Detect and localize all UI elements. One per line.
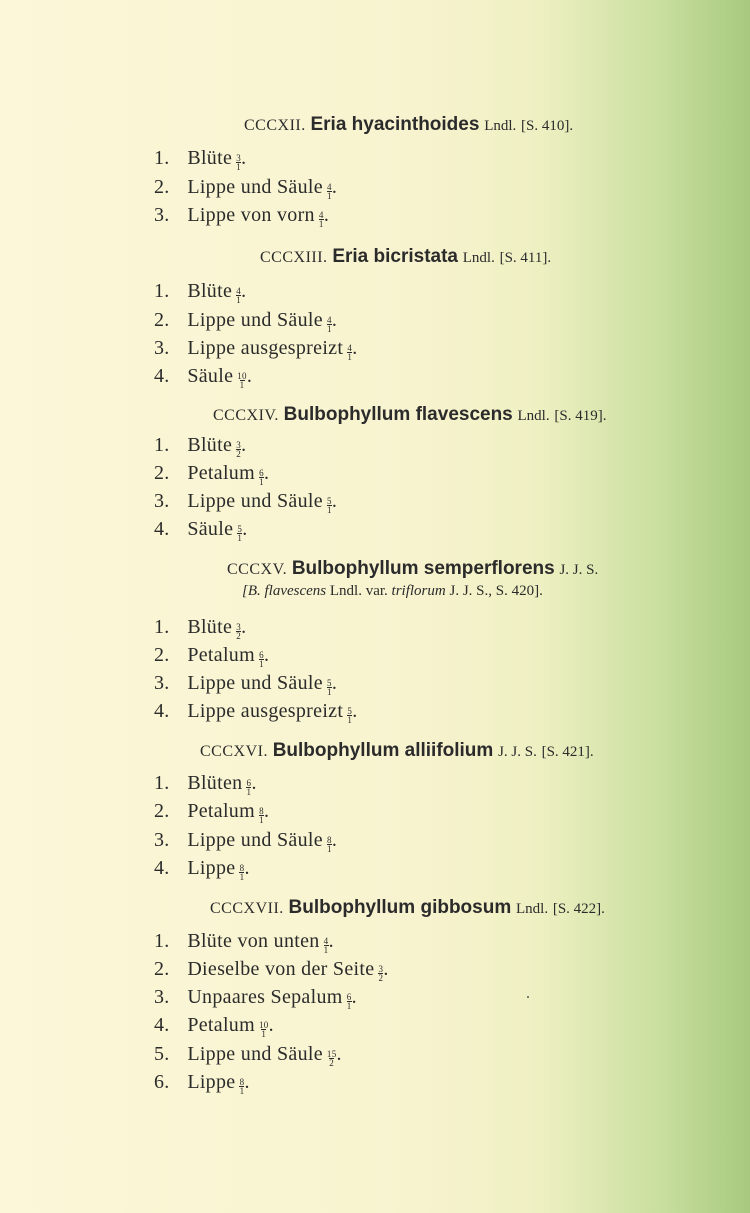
plate-heading (210, 897, 605, 920)
scale-fraction (236, 287, 241, 304)
plate-heading (260, 246, 551, 269)
item-number: 1. (154, 616, 170, 638)
scale-fraction (327, 316, 332, 333)
scale-fraction (327, 836, 332, 853)
scale-denominator: 2 (236, 630, 242, 641)
species-author: J. J. S. (559, 562, 599, 578)
scale-fraction (237, 372, 247, 389)
item-text: Lippe und Säule (187, 309, 323, 331)
scale-denominator: 1 (261, 1028, 267, 1039)
species-author: Lndl. (515, 901, 549, 917)
scale-fraction (259, 651, 264, 668)
item-number: 2. (154, 800, 170, 822)
scale-denominator: 1 (237, 532, 243, 543)
species-author: Lndl. (462, 250, 495, 266)
scale-fraction (237, 525, 242, 542)
item-text: Lippe und Säule (187, 829, 323, 851)
scale-denominator: 1 (239, 1085, 245, 1096)
item-number: 4. (154, 1014, 170, 1036)
plate-heading (244, 114, 573, 137)
page-reference: [S. 421]. (541, 744, 594, 760)
item-text: Lippe (187, 1071, 236, 1093)
scale-fraction (239, 864, 244, 881)
list-item: 1. Blüte $\frac{3}{1}$ . (154, 147, 247, 172)
scale-numerator: 10 (258, 1019, 269, 1030)
item-text: Blüte (187, 280, 233, 302)
list-item: 4. Lippe $\frac{8}{1}$ . (154, 857, 250, 882)
scale-denominator: 1 (347, 351, 353, 362)
item-text: Petalum (187, 800, 255, 822)
scale-numerator: 4 (318, 209, 324, 220)
item-number: 2. (154, 176, 170, 198)
scale-numerator: 4 (327, 181, 332, 192)
scale-numerator: 5 (347, 705, 353, 716)
synonym-reference: J. J. S., S. 420]. (449, 583, 543, 599)
plate-numeral: CCCXVII. (210, 900, 284, 917)
item-text: Petalum (187, 462, 255, 484)
item-number: 3. (154, 490, 170, 512)
plate-heading (213, 404, 606, 427)
item-text: Blüten (187, 772, 243, 794)
item-text: Lippe (187, 857, 236, 879)
item-number: 4. (154, 365, 170, 387)
synonym-line (242, 583, 543, 600)
scale-numerator: 8 (239, 862, 245, 873)
scale-denominator: 1 (259, 658, 264, 669)
plate-numeral: CCCXIV. (213, 407, 279, 424)
item-number: 3. (154, 986, 170, 1008)
list-item: 1. Blüte $\frac{3}{2}$ . (154, 434, 247, 459)
list-item: 6. Lippe $\frac{8}{1}$ . (154, 1071, 250, 1096)
item-text: Dieselbe von der Seite (187, 958, 375, 980)
item-number: 3. (154, 337, 170, 359)
item-number: 2. (154, 958, 170, 980)
scale-fraction (347, 344, 352, 361)
scale-fraction (327, 679, 332, 696)
plate-heading (200, 740, 594, 763)
print-speck (527, 996, 529, 998)
scale-numerator: 6 (259, 467, 264, 478)
page-reference: [S. 410]. (521, 118, 574, 134)
scale-fraction (236, 623, 241, 640)
scale-denominator: 1 (318, 218, 324, 229)
scale-numerator: 10 (237, 370, 247, 381)
item-number: 1. (154, 772, 170, 794)
scale-numerator: 15 (326, 1048, 337, 1059)
item-text: Lippe ausgespreizt (187, 337, 344, 359)
list-item: 3. Lippe ausgespreizt $\frac{4}{1}$ . (154, 337, 358, 362)
scale-denominator: 2 (378, 972, 384, 983)
scale-denominator: 1 (347, 714, 353, 725)
list-item: 3. Lippe und Säule $\frac{8}{1}$ . (154, 829, 338, 854)
synonym-author: Lndl. var. (329, 583, 388, 599)
plate-numeral: CCCXVI. (200, 743, 268, 760)
item-text: Petalum (187, 1014, 255, 1036)
scale-fraction (259, 1021, 269, 1038)
scale-fraction (236, 154, 241, 171)
item-number: 1. (154, 147, 170, 169)
species-author: Lndl. (517, 408, 550, 424)
scale-fraction (327, 183, 332, 200)
species-name: Eria hyacinthoides (310, 114, 480, 135)
scale-numerator: 3 (378, 963, 384, 974)
item-text: Lippe von vorn (187, 204, 315, 226)
scale-denominator: 1 (323, 944, 329, 955)
scale-denominator: 1 (236, 161, 242, 172)
scale-denominator: 1 (327, 323, 332, 334)
scale-denominator: 1 (259, 814, 264, 825)
scale-numerator: 6 (246, 777, 252, 788)
item-text: Unpaares Sepalum (187, 986, 343, 1008)
scale-numerator: 4 (327, 314, 332, 325)
list-item: 2. Lippe und Säule $\frac{4}{1}$ . (154, 309, 338, 334)
scale-numerator: 6 (259, 649, 264, 660)
list-item: 4. Säule $\frac{5}{1}$ . (154, 518, 248, 543)
scale-numerator: 5 (327, 677, 332, 688)
item-text: Lippe ausgespreizt (187, 700, 344, 722)
scale-fraction (347, 993, 352, 1010)
item-number: 6. (154, 1071, 170, 1093)
scale-fraction (239, 1078, 244, 1095)
list-item: 2. Lippe und Säule $\frac{4}{1}$ . (154, 176, 338, 201)
scale-denominator: 2 (236, 448, 242, 459)
species-name: Bulbophyllum alliifolium (272, 740, 494, 761)
scale-fraction (324, 937, 329, 954)
scale-numerator: 8 (259, 805, 264, 816)
item-number: 4. (154, 857, 170, 879)
list-item: 1. Blüte $\frac{3}{2}$ . (154, 616, 247, 641)
scale-denominator: 2 (329, 1057, 335, 1068)
scale-fraction (327, 1050, 337, 1067)
list-item: 1. Blüte von unten $\frac{4}{1}$ . (154, 930, 334, 955)
scale-fraction (347, 707, 352, 724)
scale-denominator: 1 (259, 476, 264, 487)
item-text: Blüte (187, 616, 233, 638)
scale-fraction (246, 779, 251, 796)
list-item: 1. Blüte $\frac{4}{1}$ . (154, 280, 247, 305)
scale-fraction (378, 965, 383, 982)
scale-numerator: 5 (237, 523, 243, 534)
item-number: 3. (154, 672, 170, 694)
species-name: Eria bicristata (332, 246, 458, 267)
scale-denominator: 1 (327, 686, 332, 697)
item-number: 2. (154, 462, 170, 484)
item-number: 1. (154, 280, 170, 302)
plate-numeral: CCCXII. (244, 117, 306, 134)
list-item: 4. Petalum $\frac{10}{1}$ . (154, 1014, 274, 1039)
list-item: 3. Lippe von vorn $\frac{4}{1}$ . (154, 204, 330, 229)
scale-fraction (319, 211, 324, 228)
list-item: 2. Dieselbe von der Seite $\frac{3}{2}$ . (154, 958, 389, 983)
scale-fraction (327, 497, 332, 514)
item-number: 4. (154, 518, 170, 540)
synonym-genus: [B. flavescens (242, 583, 327, 599)
scale-denominator: 1 (327, 190, 332, 201)
scale-denominator: 1 (236, 294, 242, 305)
plate-heading (227, 558, 598, 581)
list-item: 2. Petalum $\frac{8}{1}$ . (154, 800, 270, 825)
list-item: 4. Säule $\frac{10}{1}$ . (154, 365, 253, 390)
list-item: 3. Unpaares Sepalum $\frac{6}{1}$ . (154, 986, 357, 1011)
scale-denominator: 1 (246, 786, 252, 797)
item-number: 3. (154, 204, 170, 226)
page-reference: [S. 411]. (499, 250, 552, 266)
scale-numerator: 4 (323, 935, 329, 946)
synonym-variety: triflorum (391, 583, 446, 599)
scale-denominator: 1 (239, 379, 245, 390)
item-number: 2. (154, 644, 170, 666)
list-item: 5. Lippe und Säule $\frac{15}{2}$ . (154, 1043, 342, 1068)
item-number: 2. (154, 309, 170, 331)
list-item: 3. Lippe und Säule $\frac{5}{1}$ . (154, 672, 338, 697)
item-text: Lippe und Säule (187, 176, 323, 198)
item-number: 3. (154, 829, 170, 851)
scale-fraction (259, 469, 264, 486)
page-reference: [S. 419]. (554, 408, 607, 424)
scale-numerator: 4 (347, 342, 353, 353)
scale-numerator: 5 (327, 495, 332, 506)
scale-denominator: 1 (327, 504, 332, 515)
scale-numerator: 3 (236, 621, 242, 632)
item-text: Lippe und Säule (187, 672, 323, 694)
scale-denominator: 1 (327, 843, 332, 854)
item-text: Blüte (187, 434, 233, 456)
list-item: 2. Petalum $\frac{6}{1}$ . (154, 462, 270, 487)
item-number: 5. (154, 1043, 170, 1065)
species-author: Lndl. (484, 118, 517, 134)
scale-numerator: 3 (236, 152, 242, 163)
plate-numeral: CCCXV. (227, 561, 288, 578)
item-text: Blüte (187, 147, 233, 169)
scale-numerator: 8 (239, 1076, 245, 1087)
item-text: Lippe und Säule (187, 1043, 323, 1065)
item-number: 4. (154, 700, 170, 722)
list-item: 3. Lippe und Säule $\frac{5}{1}$ . (154, 490, 338, 515)
species-name: Bulbophyllum flavescens (283, 404, 513, 425)
species-author: J. J. S. (498, 744, 537, 760)
item-text: Säule (187, 365, 234, 387)
item-text: Lippe und Säule (187, 490, 323, 512)
item-number: 1. (154, 434, 170, 456)
scale-fraction (236, 441, 241, 458)
species-name: Bulbophyllum semperflorens (291, 558, 555, 579)
scale-numerator: 6 (346, 991, 352, 1002)
scale-denominator: 1 (239, 871, 245, 882)
scale-denominator: 1 (346, 1000, 352, 1011)
scale-fraction (259, 807, 264, 824)
list-item: 2. Petalum $\frac{6}{1}$ . (154, 644, 270, 669)
page-reference: [S. 422]. (552, 901, 605, 917)
species-name: Bulbophyllum gibbosum (288, 897, 512, 918)
scale-numerator: 4 (236, 285, 242, 296)
scale-numerator: 8 (327, 834, 332, 845)
list-item: 1. Blüten $\frac{6}{1}$ . (154, 772, 257, 797)
item-number: 1. (154, 930, 170, 952)
scale-numerator: 3 (236, 439, 242, 450)
item-text: Blüte von unten (187, 930, 320, 952)
list-item: 4. Lippe ausgespreizt $\frac{5}{1}$ . (154, 700, 358, 725)
plate-numeral: CCCXIII. (260, 249, 328, 266)
item-text: Petalum (187, 644, 255, 666)
item-text: Säule (187, 518, 234, 540)
